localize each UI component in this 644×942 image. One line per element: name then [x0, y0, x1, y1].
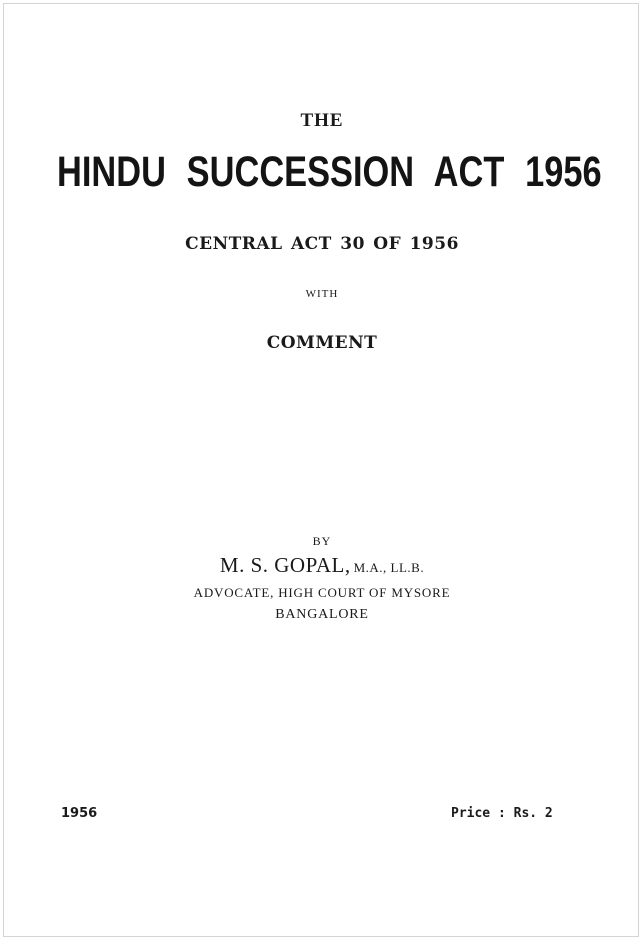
comment-label: COMMENT [266, 333, 378, 353]
page-title: HINDU SUCCESSION ACT 1956 [57, 148, 602, 196]
title-the: THE [300, 110, 344, 131]
by-label: BY [312, 534, 332, 548]
act-subtitle: CENTRAL ACT 30 OF 1956 [185, 234, 459, 254]
price-label: Price : Rs. 2 [451, 806, 553, 821]
document-page [3, 3, 639, 937]
author-city: BANGALORE [275, 607, 369, 622]
author-line [0, 553, 644, 578]
author-position: ADVOCATE, HIGH COURT OF MYSORE [193, 585, 451, 600]
author-degrees: M.A., LL.B. [353, 560, 425, 575]
author-name: M. S. GOPAL, [219, 553, 351, 577]
publication-year: 1956 [61, 806, 98, 821]
with-label: WITH [305, 288, 339, 300]
